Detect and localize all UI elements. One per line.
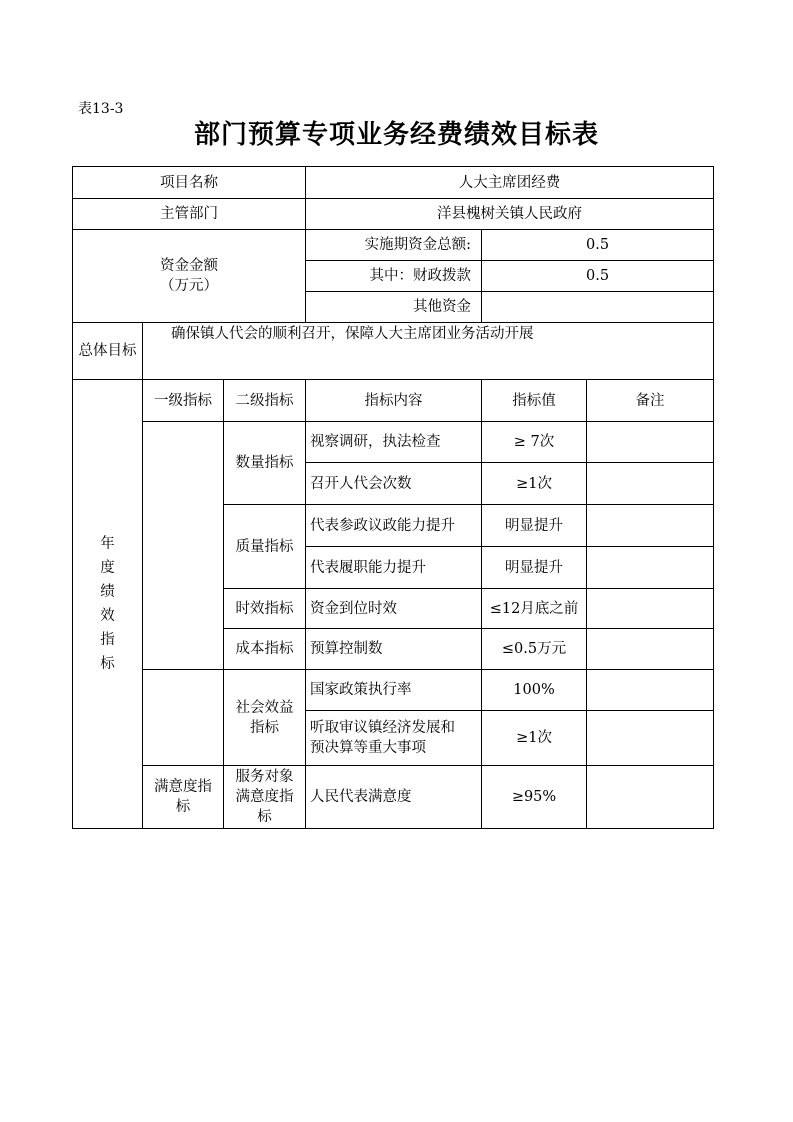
indicator-content: 代表参政议政能力提升	[306, 505, 482, 547]
indicator-content: 代表履职能力提升	[306, 547, 482, 589]
indicator-value: 100%	[482, 670, 587, 711]
annual-indicators-label	[73, 380, 143, 829]
quality-indicator-label: 质量指标	[224, 505, 306, 589]
indicator-remark	[587, 505, 714, 547]
indicator-content: 预算控制数	[306, 629, 482, 670]
indicator-value: ≤0.5万元	[482, 629, 587, 670]
indicator-value: 明显提升	[482, 547, 587, 589]
satisfaction-l2-line2: 满意度指	[235, 789, 294, 805]
indicator-remark	[587, 463, 714, 505]
satisfaction-l2-line3: 标	[257, 809, 272, 825]
satisfaction-level1-label	[143, 766, 224, 829]
indicator-value: ≥1次	[482, 711, 587, 766]
indicator-remark	[587, 422, 714, 463]
section-char: 效	[100, 608, 115, 624]
social-label-line2: 指标	[250, 719, 279, 736]
content-line2: 预决算等重大事项	[310, 740, 427, 756]
header-content: 指标内容	[306, 380, 482, 422]
indicator-content: 人民代表满意度	[306, 766, 482, 829]
quantity-indicator-label: 数量指标	[224, 422, 306, 505]
fiscal-fund-value: 0.5	[482, 261, 714, 292]
satisfaction-l1-line2: 标	[175, 799, 191, 815]
timeliness-indicator-label: 时效指标	[224, 589, 306, 629]
department-value: 洋县槐树关镇人民政府	[306, 199, 714, 230]
social-indicator-label	[224, 670, 306, 766]
indicator-value: ≥95%	[482, 766, 587, 829]
section-char: 度	[100, 560, 115, 576]
indicator-content	[306, 711, 482, 766]
fiscal-fund-label: 其中：财政拨款	[306, 261, 482, 292]
level1-output-cell	[143, 422, 224, 670]
indicator-remark	[587, 670, 714, 711]
satisfaction-level2-label	[224, 766, 306, 829]
header-value: 指标值	[482, 380, 587, 422]
indicator-remark	[587, 589, 714, 629]
fund-label-line1: 资金金额	[160, 258, 218, 274]
indicator-remark	[587, 766, 714, 829]
project-name-value: 人大主席团经费	[306, 167, 714, 199]
cost-indicator-label: 成本指标	[224, 629, 306, 670]
indicator-content: 资金到位时效	[306, 589, 482, 629]
indicator-content: 召开人代会次数	[306, 463, 482, 505]
table-code: 表13-3	[78, 101, 124, 117]
indicator-remark	[587, 629, 714, 670]
other-fund-value	[482, 292, 714, 323]
page-title: 部门预算专项业务经费绩效目标表	[193, 120, 599, 150]
header-level1: 一级指标	[143, 380, 224, 422]
indicator-value: ≥ 7次	[482, 422, 587, 463]
indicator-value: ≤12月底之前	[482, 589, 587, 629]
performance-target-table	[72, 166, 714, 829]
fund-label-line2: （万元）	[160, 278, 218, 294]
header-level2: 二级指标	[224, 380, 306, 422]
total-fund-label: 实施期资金总额:	[306, 230, 482, 261]
other-fund-label: 其他资金	[306, 292, 482, 323]
total-fund-value: 0.5	[482, 230, 714, 261]
content-line1: 听取审议镇经济发展和	[310, 720, 456, 736]
indicator-value: ≥1次	[482, 463, 587, 505]
overall-goal-label: 总体目标	[73, 323, 143, 380]
satisfaction-l2-line1: 服务对象	[235, 769, 294, 785]
level1-effect-cell	[143, 670, 224, 766]
section-char: 指	[100, 632, 115, 648]
indicator-value: 明显提升	[482, 505, 587, 547]
social-label-line1: 社会效益	[235, 699, 294, 716]
overall-goal-text: 确保镇人代会的顺利召开，保障人大主席团业务活动开展	[143, 323, 714, 380]
indicator-content: 视察调研，执法检查	[306, 422, 482, 463]
project-name-label: 项目名称	[73, 167, 306, 199]
satisfaction-l1-line1: 满意度指	[154, 779, 212, 795]
header-remark: 备注	[587, 380, 714, 422]
indicator-content: 国家政策执行率	[306, 670, 482, 711]
section-char: 年	[100, 536, 115, 552]
section-char: 标	[100, 656, 115, 672]
fund-amount-label	[73, 230, 306, 323]
department-label: 主管部门	[73, 199, 306, 230]
indicator-remark	[587, 711, 714, 766]
section-char: 绩	[100, 584, 115, 600]
indicator-remark	[587, 547, 714, 589]
